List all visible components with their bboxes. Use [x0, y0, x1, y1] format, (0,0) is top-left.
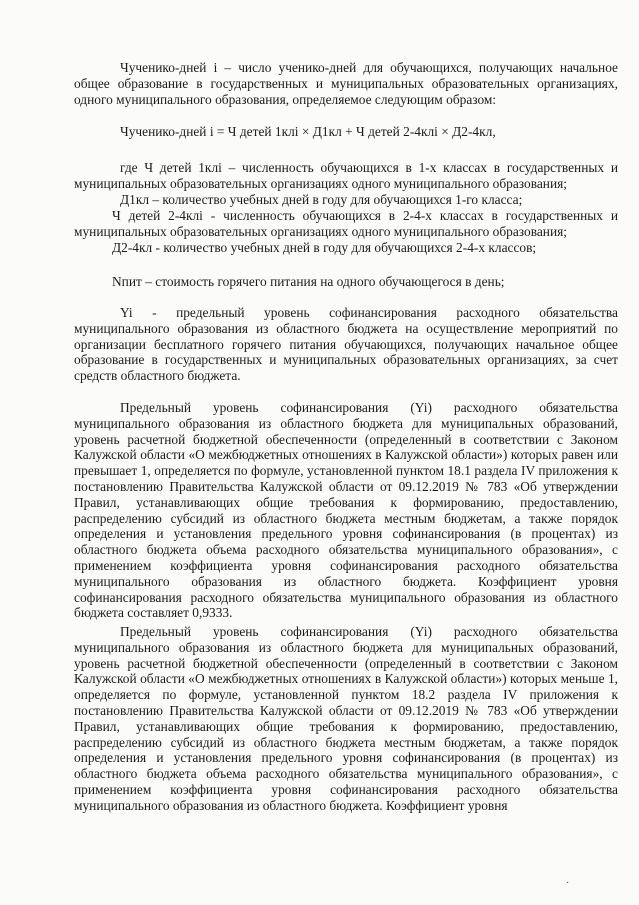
- paragraph-grade2-4-days: Д2-4кл - количество учебных дней в году для обучающихся 2-4-х классов;: [112, 240, 537, 255]
- paragraph-grade1-count: где Ч детей 1клi – численность обучающихся в 1-х классах в государственных и муниципальных образовательных организациях одного муниципального образования;: [74, 160, 618, 191]
- formula-student-days: Чученико-дней i = Ч детей 1клi × Д1кл + Ч детей 2-4клi × Д2-4кл,: [120, 124, 496, 139]
- paragraph-meal-cost: Nпит – стоимость горячего питания на одного обучающегося в день;: [112, 274, 505, 289]
- scan-mark: ·: [566, 878, 570, 889]
- paragraph-cofinancing-level-definition: Yi - предельный уровень софинансирования расходного обязательства муниципального образования из областного бюджета на осуществление мероприятий по организации бесплатного горячего питания обучающихся, получающих начальное общее образование в государственных и муниципальных образовательных организациях, за счет средств областного бюджета.: [74, 305, 618, 384]
- paragraph-grade1-days: Д1кл – количество учебных дней в году для обучающихся 1-го класса;: [120, 192, 523, 207]
- paragraph-cofinancing-ge-1: Предельный уровень софинансирования (Yi) расходного обязательства муниципального образования из областного бюджета для муниципальных образований, уровень расчетной бюджетной обеспеченности (определенный в соответствии с Законом Калужской области «О межбюджетных отношениях в Калужской области») которых равен или превышает 1, определяется по формуле, установленной пунктом 18.1 раздела IV приложения к постановлению Правительства Калужской области от 09.12.2019 № 783 «Об утверждении Правил, устанавливающих общие требования к формированию, предоставлению, распределению субсидий из областного бюджета местным бюджетам, а также порядок определения и установления предельного уровня софинансирования (в процентах) из областного бюджета объема расходного обязательства муниципального образования», с применением коэффициента уровня софинансирования расходного обязательства муниципального образования из областного бюджета. Коэффициент уровня софинансирования расходного обязательства муниципального образования из областного бюджета составляет 0,9333.: [74, 400, 618, 621]
- paragraph-student-days-definition: Чученико-дней i – число ученико-дней для обучающихся, получающих начальное общее образование в государственных и муниципальных образовательных организациях, одного муниципального образования, определяемое следующим образом:: [74, 60, 618, 107]
- paragraph-grade2-4-count: Ч детей 2-4клi - численность обучающихся в 2-4-х классах в государственных и муниципальных образовательных организациях одного муниципального образования;: [74, 208, 618, 239]
- paragraph-cofinancing-lt-1: Предельный уровень софинансирования (Yi) расходного обязательства муниципального образования из областного бюджета для муниципальных образований, уровень расчетной бюджетной обеспеченности (определенный в соответствии с Законом Калужской области «О межбюджетных отношениях в Калужской области») которых меньше 1, определяется по формуле, установленной пунктом 18.2 раздела IV приложения к постановлению Правительства Калужской области от 09.12.2019 № 783 «Об утверждении Правил, устанавливающих общие требования к формированию, предоставлению, распределению субсидий из областного бюджета местным бюджетам, а также порядок определения и установления предельного уровня софинансирования (в процентах) из областного бюджета объема расходного обязательства муниципального образования», с применением коэффициента уровня софинансирования расходного обязательства муниципального образования из областного бюджета. Коэффициент уровня: [74, 624, 618, 813]
